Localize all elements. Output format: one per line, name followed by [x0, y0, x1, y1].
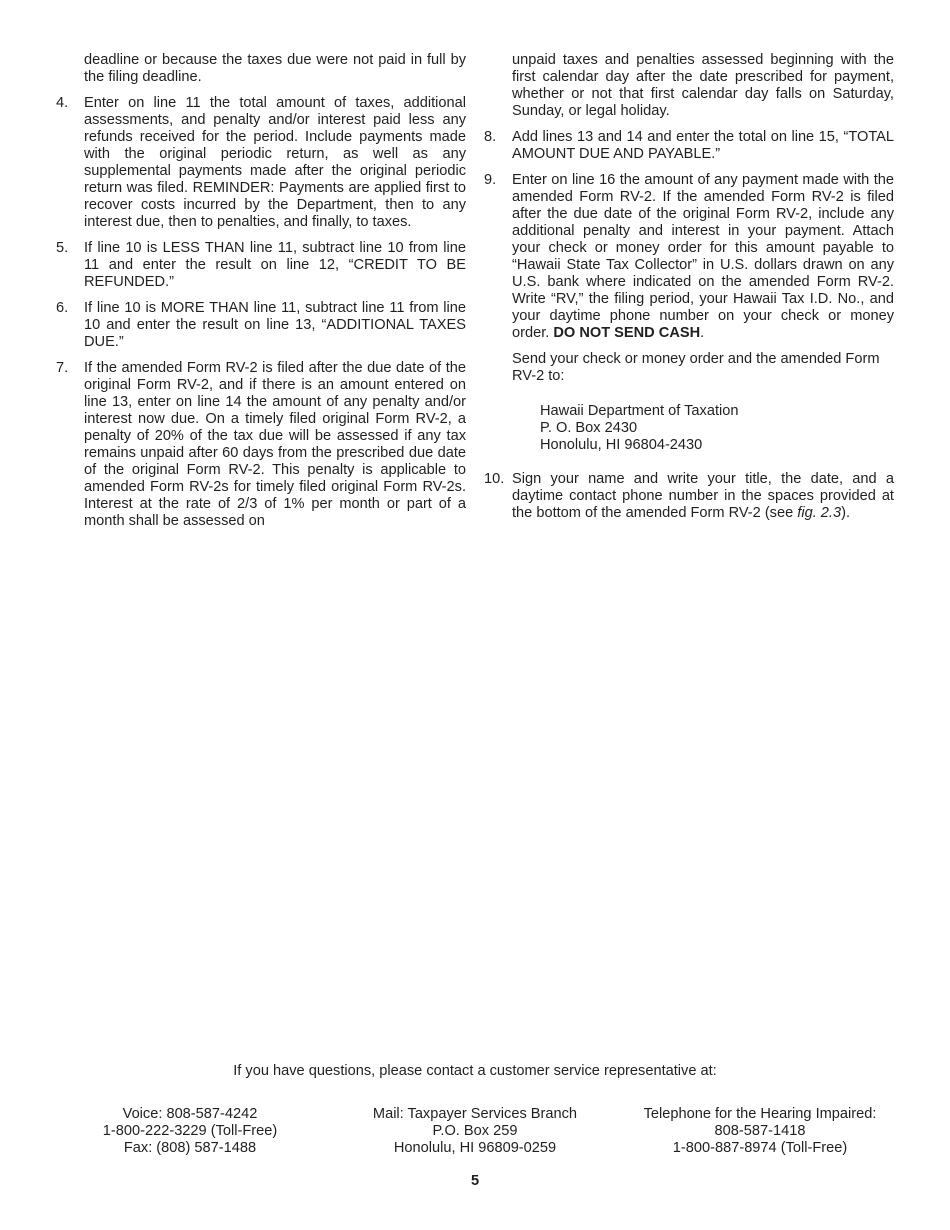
hearing-impaired-contact: [630, 1106, 890, 1157]
item-text: [512, 471, 894, 522]
item-number: 9.: [484, 172, 497, 188]
mail-line: Mail: Taxpayer Services Branch: [372, 1106, 578, 1122]
voice-line: Voice: 808-587-4242: [122, 1106, 258, 1122]
right-continuation: unpaid taxes and penalties assessed beginning with the first calendar day after the date prescribed for payment, whether or not that first calendar day falls on Saturday, Sunday, or legal holiday.: [512, 52, 894, 119]
do-not-send-cash: DO NOT SEND CASH: [553, 325, 701, 341]
left-continuation: deadline or because the taxes due were not paid in full by the filing deadline.: [84, 52, 466, 85]
item-10-end: ).: [841, 505, 851, 521]
instruction-item-10: [484, 471, 894, 522]
page-number: 5: [470, 1173, 480, 1189]
figure-reference: fig. 2.3: [797, 505, 842, 521]
item-text: Add lines 13 and 14 and enter the total on line 15, “TOTAL AMOUNT DUE AND PAYABLE.”: [512, 129, 894, 162]
instruction-item-8: [484, 129, 894, 163]
right-column: [484, 52, 894, 531]
contact-intro: If you have questions, please contact a customer service representative at:: [233, 1063, 717, 1079]
fax-line: Fax: (808) 587-1488: [123, 1140, 257, 1156]
instruction-item-4: [56, 95, 466, 231]
address-line: Honolulu, HI 96804-2430: [540, 437, 703, 453]
item-number: 5.: [56, 240, 69, 256]
item-number: 10.: [484, 471, 505, 487]
send-instructions: Send your check or money order and the amended Form RV-2 to:: [512, 351, 880, 384]
item-text: If line 10 is MORE THAN line 11, subtract line 11 from line 10 and enter the result on line 13, “ADDITIONAL TAXES DUE.”: [84, 300, 466, 350]
toll-free-line: 1-800-222-3229 (Toll-Free): [102, 1123, 278, 1139]
mailing-address: [540, 403, 894, 454]
hearing-line: Telephone for the Hearing Impaired:: [643, 1106, 877, 1122]
instruction-item-9: [484, 172, 894, 342]
left-column: [56, 52, 466, 539]
item-text: Enter on line 11 the total amount of taxes, additional assessments, and penalty and/or interest paid less any refunds received for the period. Include payments made with the original periodic return, as well as any supplemental payments made after the original periodic return was filed. REMINDER: Payments are applied first to recover costs incurred by the Department, then to any interest due, then to penalties, and finally, to taxes.: [84, 95, 466, 230]
item-text: [512, 172, 894, 342]
address-line: P. O. Box 2430: [540, 420, 638, 436]
item-number: 8.: [484, 129, 497, 145]
item-number: 7.: [56, 360, 69, 376]
mail-contact: [345, 1106, 605, 1157]
mail-line: P.O. Box 259: [432, 1123, 518, 1139]
hearing-line: 808-587-1418: [714, 1123, 806, 1139]
instruction-item-7: [56, 360, 466, 530]
item-number: 4.: [56, 95, 69, 111]
address-line: Hawaii Department of Taxation: [540, 403, 739, 419]
voice-contact: [60, 1106, 320, 1157]
instruction-item-5: [56, 240, 466, 291]
hearing-line: 1-800-887-8974 (Toll-Free): [672, 1140, 848, 1156]
item-text: If the amended Form RV-2 is filed after the due date of the original Form RV-2, and if there is an amount entered on line 13, enter on line 14 the amount of any penalty and/or interest now due. On a timely filed original Form RV-2, a penalty of 20% of the tax due will be assessed if any tax remains unpaid after 60 days from the prescribed due date of the original Form RV-2. This penalty is applicable to amended Form RV-2s for timely filed original Form RV-2s. Interest at the rate of 2/3 of 1% per month or part of a month shall be assessed on: [84, 360, 466, 529]
item-text: If line 10 is LESS THAN line 11, subtract line 10 from line 11 and enter the result on line 12, “CREDIT TO BE REFUNDED.”: [84, 240, 466, 290]
item-9-end: .: [700, 325, 705, 341]
item-9-text: Enter on line 16 the amount of any payment made with the amended Form RV-2. If the amended Form RV-2 is filed after the due date of the original Form RV-2, include any additional penalty and interest in your payment. Attach your check or money order for this amount payable to “Hawaii State Tax Collector” in U.S. dollars drawn on any U.S. bank where indicated on the amended Form RV-2. Write “RV,” the filing period, your Hawaii Tax I.D. No., and your daytime phone number on your check or money order.: [512, 172, 894, 341]
mail-line: Honolulu, HI 96809-0259: [393, 1140, 557, 1156]
item-number: 6.: [56, 300, 69, 316]
item-10-text: Sign your name and write your title, the date, and a daytime contact phone number in the spaces provided at the bottom of the amended Form RV-2 (see: [512, 471, 894, 521]
instruction-item-6: [56, 300, 466, 351]
